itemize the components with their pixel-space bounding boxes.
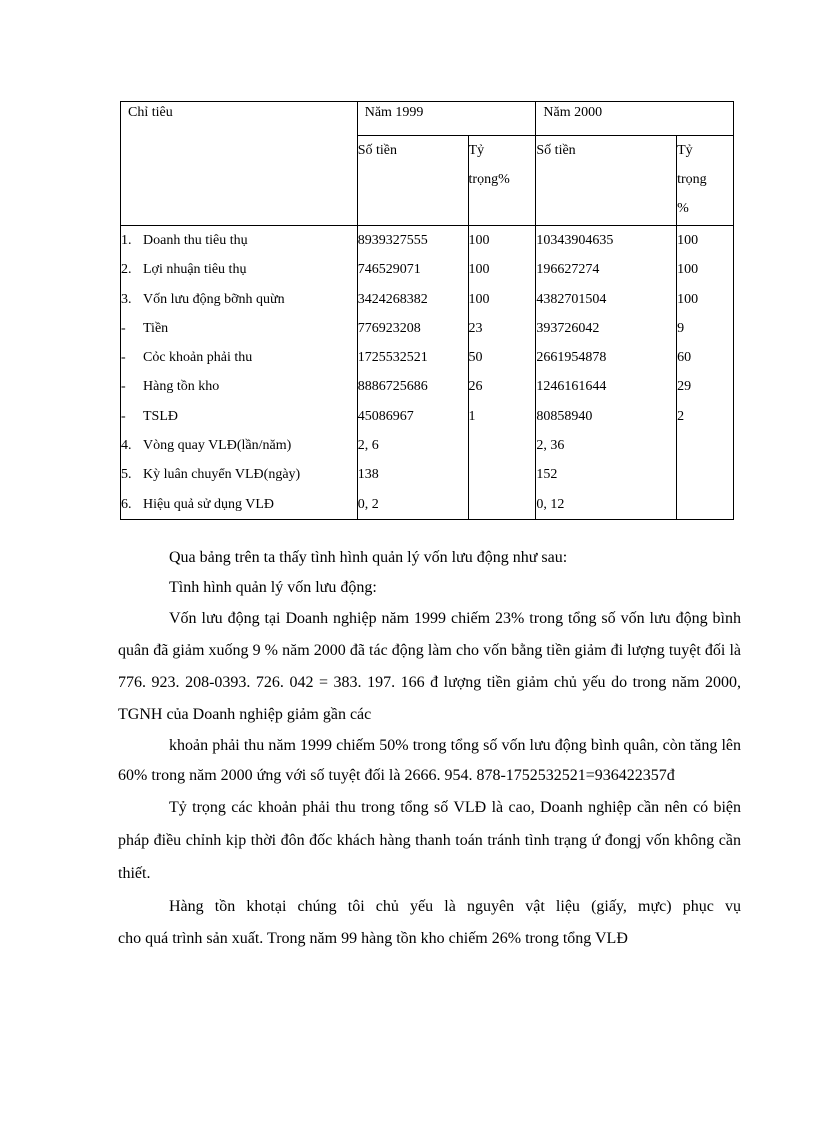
row-label-text: Kỳ luân chuyển VLĐ(ngày): [143, 467, 301, 483]
row-number: -: [121, 320, 126, 336]
row-number: 4.: [121, 438, 132, 454]
table-cell-s1999: 100: [468, 233, 490, 248]
header-indicator-label: Chỉ tiêu: [128, 105, 173, 120]
row-label-text: Lợi nhuận tiêu thụ: [143, 262, 247, 278]
table-cell-s1999: 23: [468, 320, 483, 336]
row-number: 3.: [121, 291, 132, 307]
row-label-text: Hiệu quả sử dụng VLĐ: [143, 496, 274, 512]
table-cell-v1999: 746529071: [357, 262, 421, 278]
header-year-2000: [536, 102, 734, 136]
table-cell-s1999: 1: [468, 408, 476, 424]
header-amount-1999-label: Số tiền: [357, 143, 397, 158]
table-cell-v2000: 2, 36: [536, 438, 565, 454]
table-cell-v1999: 8886725686: [357, 379, 428, 395]
table-cell-s2000: 2: [677, 408, 685, 424]
table-cell-v1999: 45086967: [357, 408, 414, 424]
table-cell-v1999: 3424268382: [357, 291, 428, 307]
header-share-1999-line1: Tỷ: [468, 143, 485, 158]
header-share-1999-line2: trọng%: [468, 172, 510, 187]
table-cell-v2000: 4382701504: [536, 291, 607, 307]
header-year-1999: [357, 102, 536, 136]
row-label-text: Tiền: [143, 320, 169, 336]
table-row-label: [121, 431, 357, 460]
header-amount-2000-label: Số tiền: [536, 143, 576, 158]
table-cell-s2000: 100: [677, 233, 699, 248]
table-cell-s1999: 100: [468, 262, 490, 278]
table-row-label: [121, 255, 357, 284]
table-cell-s1999: 100: [468, 291, 490, 307]
table-cell-s1999: 26: [468, 379, 483, 395]
paragraph-4: khoản phải thu năm 1999 chiếm 50% trong tổng số vốn lưu động bình quân, còn tăng lên 60% trong năm 2000 ứng với số tuyệt đối là 2666. 954. 878-1752532521=936422357đ: [118, 737, 741, 784]
row-number: 2.: [121, 262, 132, 278]
header-share-2000-line2: trọng: [677, 172, 707, 187]
table-row-label: [121, 372, 357, 401]
table-row-label: [121, 226, 357, 255]
table-cell-v2000: 80858940: [536, 408, 593, 424]
table-cell-v1999: 776923208: [357, 320, 421, 336]
working-capital-table: [120, 101, 734, 520]
table-cell-v2000: 196627274: [536, 262, 600, 278]
table-cell-v2000: 1246161644: [536, 379, 607, 395]
table-cell-s1999: [469, 490, 536, 519]
table-cell-s2000: 9: [677, 320, 685, 336]
table-cell-s2000: [677, 460, 733, 489]
header-share-2000-line1: Tỷ: [677, 143, 693, 158]
header-year-1999-label: Năm 1999: [364, 105, 424, 120]
row-number: -: [121, 379, 126, 395]
paragraph-2: Tình hình quản lý vốn lưu động:: [169, 579, 377, 596]
row-label-text: Hàng tồn kho: [143, 379, 220, 395]
row-number: 5.: [121, 467, 132, 483]
header-indicator: [121, 102, 358, 226]
table-cell-v2000: 2661954878: [536, 350, 607, 366]
header-year-2000-label: Năm 2000: [543, 105, 603, 120]
table-cell-v1999: 138: [357, 467, 379, 483]
table-row-label: [121, 460, 357, 489]
amount-1999-column: [357, 226, 468, 520]
table-cell-v2000: 152: [536, 467, 558, 483]
share-1999-column: [468, 226, 536, 520]
table-cell-s2000: [677, 490, 733, 519]
header-amount-2000: [536, 136, 677, 226]
table-cell-s2000: 29: [677, 379, 692, 395]
header-share-2000: [677, 136, 734, 226]
header-amount-1999: [357, 136, 468, 226]
table-cell-s2000: [677, 431, 733, 460]
table-row-label: [121, 343, 357, 372]
row-label-text: Cỏc khoản phải thu: [143, 350, 253, 366]
table-cell-s1999: 50: [468, 350, 483, 366]
share-2000-column: [677, 226, 734, 520]
table-cell-v1999: 8939327555: [357, 233, 428, 248]
table-cell-v2000: 393726042: [536, 320, 600, 336]
row-number: 6.: [121, 496, 132, 512]
table-row-label: [121, 314, 357, 343]
table-row-label: [121, 402, 357, 431]
table-row-label: [121, 285, 357, 314]
row-label-text: TSLĐ: [143, 408, 178, 424]
row-number: -: [121, 408, 126, 424]
amount-2000-column: [536, 226, 677, 520]
paragraph-3: Vốn lưu động tại Doanh nghiệp năm 1999 chiếm 23% trong tổng số vốn lưu động bình quân đã giảm xuống 9 % năm 2000 đã tác động làm cho vốn bằng tiền giảm đi lượng tuyệt đối là 776. 923. 208-0393. 726. 042 = 383. 197. 166 đ lượng tiền giảm chủ yếu do trong năm 2000, TGNH của Doanh nghiệp giảm gần các: [118, 610, 741, 723]
paragraph-5: Tỷ trọng các khoản phải thu trong tổng số VLĐ là cao, Doanh nghiệp cần nên có biện pháp điều chỉnh kịp thời đôn đốc khách hàng thanh toán tránh tình trạng ứ đongj vốn không cần thiết.: [118, 799, 741, 882]
header-share-1999: [468, 136, 536, 226]
table-cell-s1999: [469, 431, 536, 460]
indicator-column: [121, 226, 358, 520]
row-number: 1.: [121, 233, 132, 248]
table-cell-v1999: 0, 2: [357, 496, 379, 512]
row-number: -: [121, 350, 126, 366]
paragraph-6-line-2: cho quá trình sản xuất. Trong năm 99 hàng tồn kho chiếm 26% trong tổng VLĐ: [118, 930, 628, 947]
body-text: [118, 543, 741, 954]
paragraph-1: Qua bảng trên ta thấy tình hình quản lý vốn lưu động như sau:: [169, 549, 568, 566]
table-cell-v2000: 10343904635: [536, 233, 614, 248]
table-cell-s2000: 100: [677, 262, 699, 278]
table-cell-v2000: 0, 12: [536, 496, 565, 512]
table-cell-s2000: 60: [677, 350, 692, 366]
row-label-text: Doanh thu tiêu thụ: [143, 233, 248, 248]
table-cell-v1999: 2, 6: [357, 438, 379, 454]
paragraph-6-line-1: Hàng tồn khotại chúng tôi chủ yếu là nguyên vật liệu (giấy, mực) phục vụ: [169, 898, 741, 915]
table-cell-s2000: 100: [677, 291, 699, 307]
row-label-text: Vòng quay VLĐ(lần/năm): [143, 438, 292, 454]
header-share-2000-line3: %: [677, 201, 689, 216]
row-label-text: Vốn lưu động bỡnh quừn: [143, 291, 285, 307]
table-cell-v1999: 1725532521: [357, 350, 428, 366]
table-cell-s1999: [469, 460, 536, 489]
table-row-label: [121, 490, 357, 519]
